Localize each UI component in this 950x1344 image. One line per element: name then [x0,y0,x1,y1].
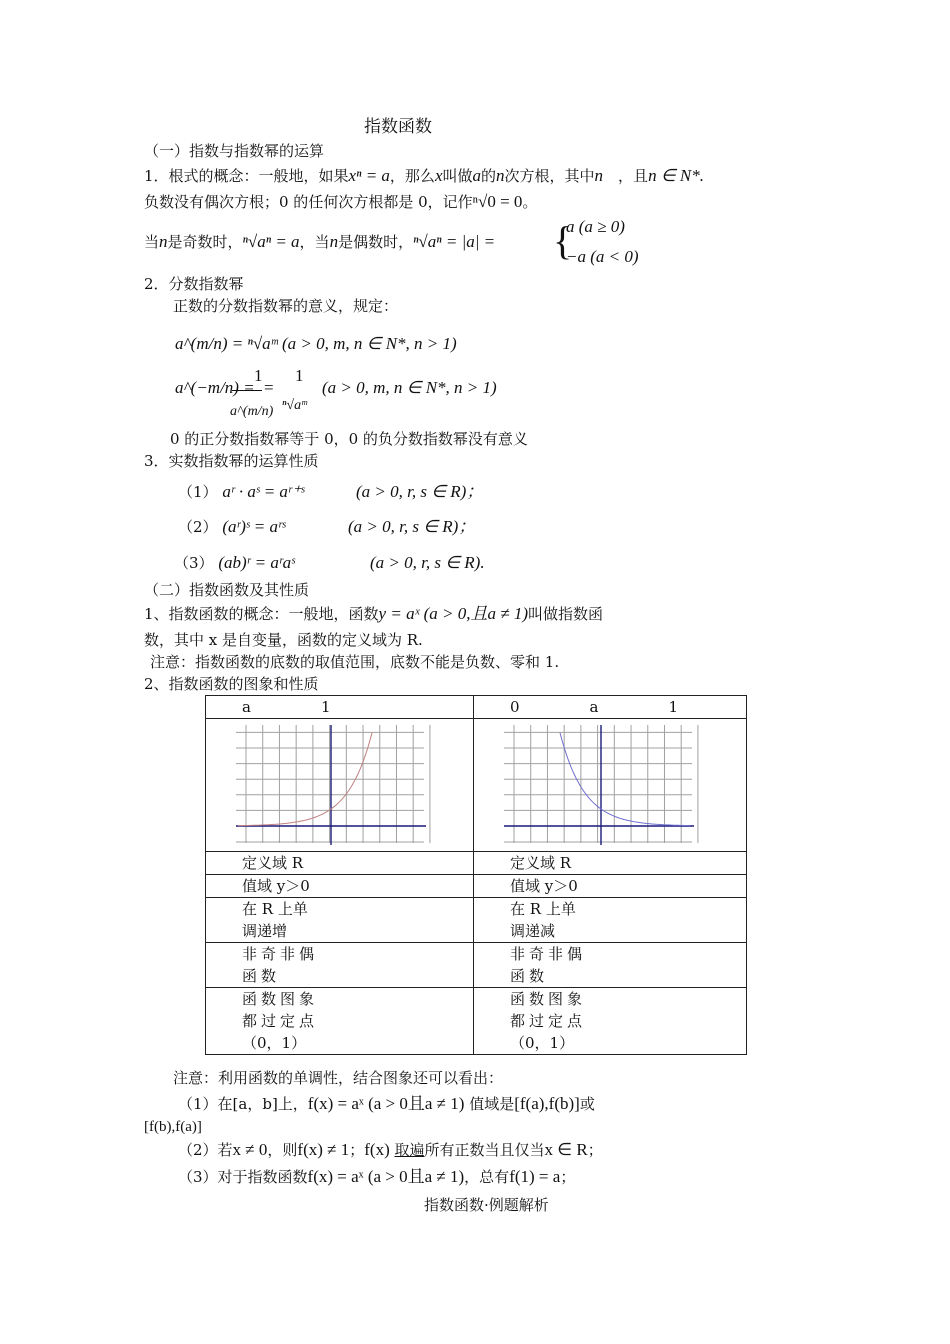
underlined-text: 取遍 [394,1141,425,1159]
property-2 [178,517,476,537]
denominator: a^(m/n) [230,404,274,419]
denominator-2: ⁿ√aᵐ [282,398,307,413]
fixed-point-cell [474,988,747,1055]
text: 函数 [510,967,549,985]
text: （1）在[a，b]上， [178,1095,308,1113]
text: 在 R 上单 [242,900,308,918]
formula: n ∈ N*. [648,166,704,185]
case-negative: −a (a < 0) [566,247,639,266]
odd-even-root-rule [144,232,495,252]
formula: ⁿ√0 = 0 [472,192,523,211]
header-0-lt-a-lt-1 [474,696,747,719]
note-item-1 [178,1094,595,1114]
formula: x [434,166,443,185]
text: 调递增 [242,922,288,940]
label: （2） [178,518,218,536]
fixed-point-cell [206,988,474,1055]
heading-graph-properties: 2、指数函数的图象和性质 [144,675,319,693]
property-3 [174,553,485,573]
exponential-definition [144,604,603,624]
negative-roots-note [144,192,537,212]
heading-real-exponent: 3．实数指数幂的运算性质 [144,452,319,470]
note-item-1-cont: [f(b),f(a)] [144,1119,202,1135]
page-title: 指数函数 [364,117,432,137]
text: 函数图象 [510,990,587,1008]
text: 次方根，其中 [504,167,595,185]
base-range-note: 注意：指数函数的底数的取值范围，底数不能是负数、零和 1. [150,653,560,671]
condition: (a > 0, r, s ∈ R)； [348,517,476,536]
radical-definition [144,166,704,186]
monotonic-cell [206,898,474,943]
decreasing-exponential-graph [474,719,746,845]
text: ，那么 [389,167,435,185]
numerator: 1 [254,366,263,385]
header-text: 0 [510,698,520,716]
text: ，则 [267,1141,298,1159]
text: 叫做 [442,167,473,185]
formula: (ab)ʳ = aʳaˢ [218,553,295,572]
text: （0，1） [242,1034,307,1052]
table-row [206,719,747,852]
text: 叫做指数函 [528,605,604,623]
formula: [f(a),f(b)] [514,1094,580,1113]
range-cell: 值域 y＞0 [474,875,747,898]
text: ，总有 [464,1168,510,1186]
table-row [206,943,747,988]
graph-decreasing [474,719,747,852]
condition: (a > 0, r, s ∈ R)； [356,482,484,501]
brace: { [553,218,573,263]
heading-fractional-exponent: 2．分数指数幂 [144,275,244,293]
formula: aʳ · aˢ = aʳ⁺ˢ [222,482,305,501]
increasing-exponential-graph [206,719,472,845]
formula: x ≠ 0 [232,1140,268,1159]
fractional-exponent-intro: 正数的分数指数幂的意义，规定： [173,297,399,315]
text: 的 [481,167,497,185]
note-item-2 [178,1140,603,1160]
footer-heading: 指数函数·例题解析 [424,1196,549,1214]
formula: f(x) ≠ 1 [297,1140,350,1159]
header-text: 1 [668,698,679,716]
condition: (a > 0, m, n ∈ N*, n > 1) [322,378,497,397]
graph-increasing [206,719,474,852]
note-item-3 [178,1167,575,1187]
table-row [206,696,747,719]
property-1 [178,482,484,502]
formula: (aʳ)ˢ = aʳˢ [222,517,286,536]
properties-table [205,695,747,1055]
formula: f(1) = a [509,1167,561,1186]
text: 非奇非偶 [510,945,587,963]
exponential-definition-cont: 数，其中 x 是自变量，函数的定义域为 R. [144,631,423,649]
equals: = [264,378,274,397]
table-row [206,988,747,1055]
fraction-bar [232,390,262,391]
text: （2）若 [178,1141,233,1159]
text: 。 [522,193,538,211]
text: 1、指数函数的概念：一般地，函数 [144,605,379,623]
case-nonnegative: a (a ≥ 0) [566,217,625,236]
formula: f(x) = aˣ (a > 0且a ≠ 1) [307,1094,465,1113]
formula: x ∈ R [544,1140,588,1159]
text: 值域是 [469,1095,515,1113]
text: ，且 [618,167,649,185]
text: ； [587,1141,603,1159]
text: ； [560,1168,576,1186]
formula-positive-fraction: a^(m/n) = ⁿ√aᵐ (a > 0, m, n ∈ N*, n > 1) [175,334,457,353]
text: 负数没有偶次方根；0 的任何次方根都是 0，记作 [144,193,473,211]
formula-negative-fraction-lhs: a^(−m/n) = [175,378,255,397]
parity-cell [474,943,747,988]
domain-cell: 定义域 R [474,852,747,875]
range-cell: 值域 y＞0 [206,875,474,898]
zero-power-note: 0 的正分数指数幂等于 0，0 的负分数指数幂没有意义 [170,430,528,448]
formula: n [594,166,604,185]
table-row [206,898,747,943]
numerator-2: 1 [295,366,304,385]
header-text: a [589,698,599,716]
section-heading-2: （二）指数函数及其性质 [144,581,310,599]
parity-cell [206,943,474,988]
text: 函数 [242,967,281,985]
text: 都过定点 [510,1012,587,1030]
header-text: a [242,698,251,716]
header-text: 1 [320,698,331,716]
formula: a [472,166,481,185]
label: （3） [174,554,214,572]
header-a-gt-1 [206,696,474,719]
formula: ⁿ√aⁿ = a [242,232,300,251]
text: 当 [144,233,160,251]
condition: (a > 0, r, s ∈ R). [370,553,485,572]
table-row [206,875,747,898]
text: ，当 [299,233,330,251]
text: 所有正数当且仅当 [424,1141,545,1159]
text: 是偶数时， [338,233,414,251]
text: 调递减 [510,922,556,940]
text: （0，1） [510,1034,575,1052]
text: 在 R 上单 [510,900,576,918]
text: 都过定点 [242,1012,319,1030]
formula: f(x) = aˣ (a > 0且a ≠ 1) [307,1167,465,1186]
formula: n [159,232,168,251]
text: 非奇非偶 [242,945,319,963]
text: （3）对于指数函数 [178,1168,308,1186]
label: （1） [178,483,218,501]
table-row [206,852,747,875]
formula: y = aˣ (a > 0,且a ≠ 1) [378,604,528,623]
formula: f(x) [364,1140,390,1159]
monotonic-note: 注意：利用函数的单调性，结合图象还可以看出： [173,1069,504,1087]
text: 或 [579,1095,595,1113]
formula: xⁿ = a [348,166,390,185]
text: ； [349,1141,365,1159]
text: 是奇数时， [167,233,243,251]
monotonic-cell [474,898,747,943]
formula: ⁿ√aⁿ = |a| = [413,232,496,251]
formula: n [496,166,505,185]
formula: n [329,232,339,251]
text: 函数图象 [242,990,319,1008]
text: 1．根式的概念：一般地，如果 [144,167,349,185]
section-heading-1: （一）指数与指数幂的运算 [144,142,325,160]
domain-cell: 定义域 R [206,852,474,875]
